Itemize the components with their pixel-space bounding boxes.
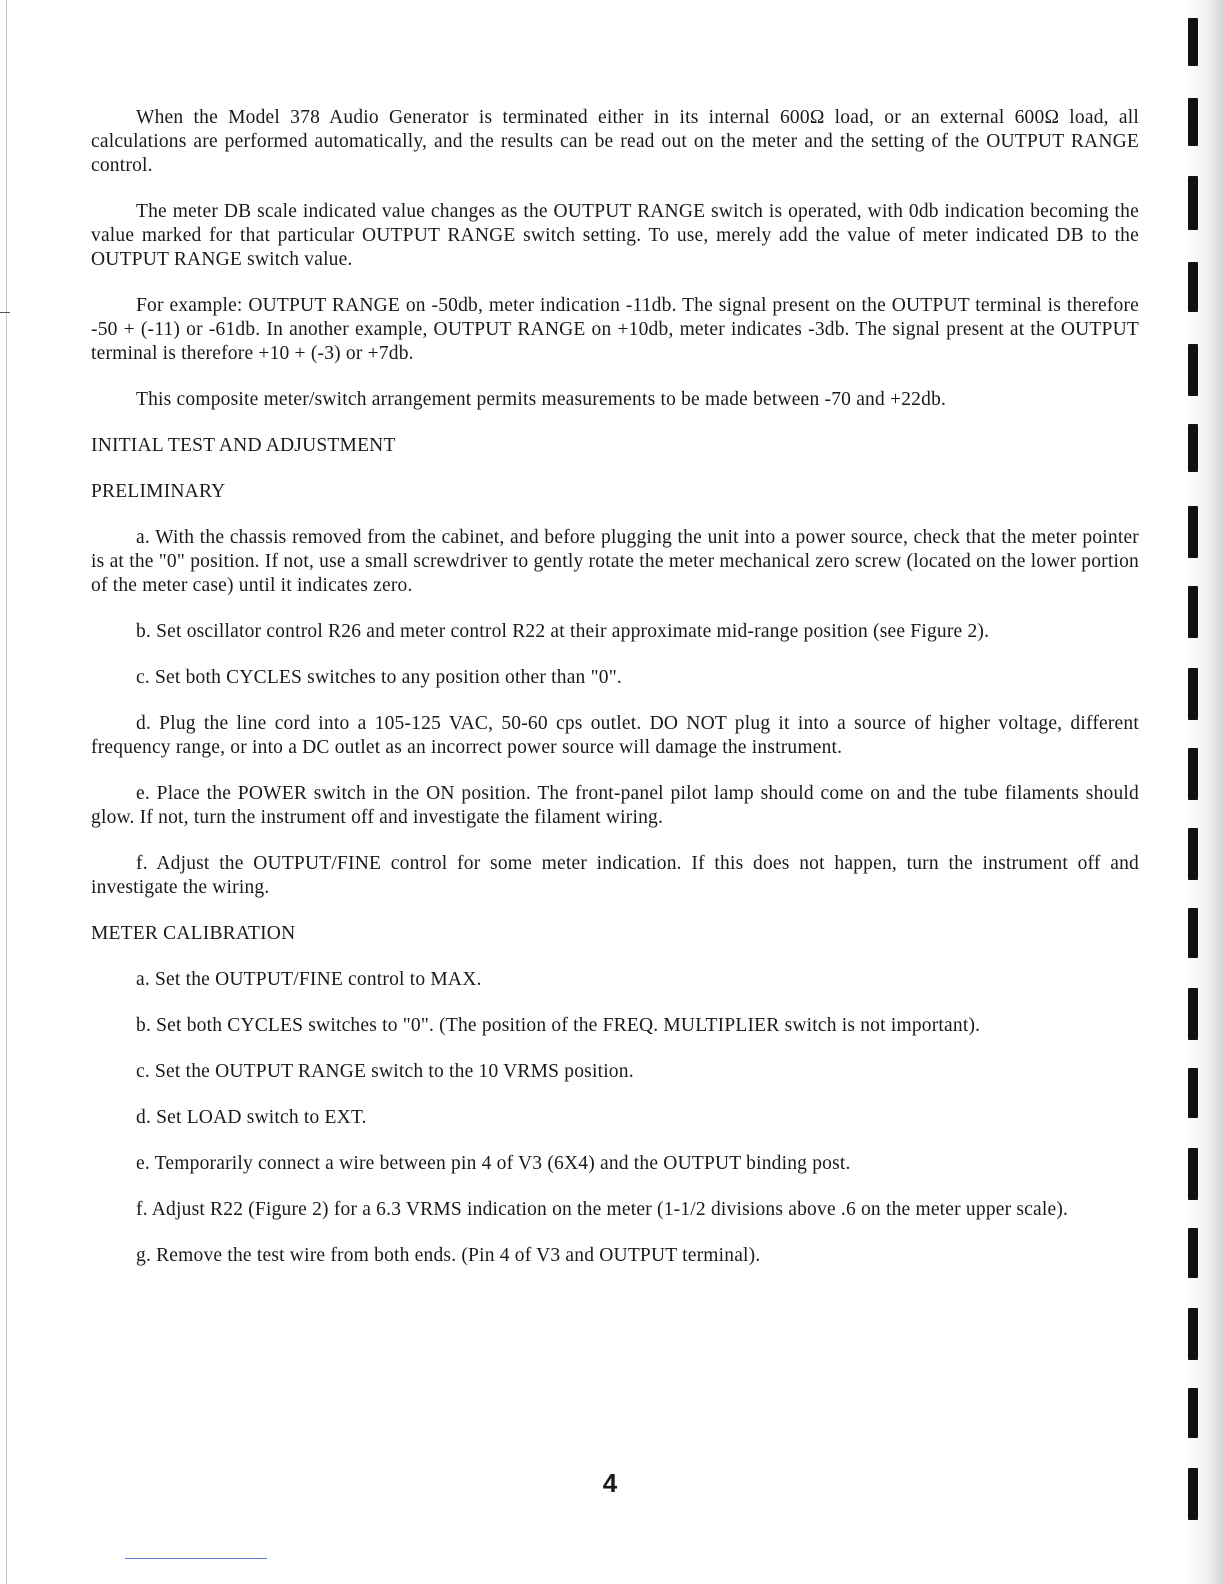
binder-mark [1188,1228,1198,1278]
calibration-step-a: a. Set the OUTPUT/FINE control to MAX. [136,969,482,990]
paragraph-db-scale: The meter DB scale indicated value changes as the OUTPUT RANGE switch is operated, with 0db indication becoming the value marked for that particular OUTPUT RANGE switch setting. To use, merely add the value of meter indicated DB to the OUTPUT RANGE switch value. [91,201,1139,270]
binder-mark [1188,1148,1198,1200]
calibration-step-d: d. Set LOAD switch to EXT. [136,1107,367,1128]
paragraph-termination: When the Model 378 Audio Generator is terminated either in its internal 600Ω load, or an external 600Ω load, all calculations are performed automatically, and the results can be read out on the meter and the setting of the OUTPUT RANGE control. [91,107,1139,176]
calibration-step-e: e. Temporarily connect a wire between pin 4 of V3 (6X4) and the OUTPUT binding post. [136,1153,851,1174]
paragraph-example: For example: OUTPUT RANGE on -50db, meter indication -11db. The signal present on the OUTPUT terminal is therefore -50 + (-11) or -61db. In another example, OUTPUT RANGE on +10db, meter indicates -3db. The signal present at the OUTPUT terminal is therefore +10 + (-3) or +7db. [91,295,1139,364]
binder-mark [1188,988,1198,1040]
binder-mark [1188,668,1198,720]
binder-mark [1188,424,1198,472]
binder-mark [1188,1468,1198,1520]
paragraph-range: This composite meter/switch arrangement permits measurements to be made between -70 and +22db. [136,389,947,410]
binder-mark [1188,748,1198,800]
page-number: 4 [602,1468,618,1498]
calibration-step-b: b. Set both CYCLES switches to "0". (The position of the FREQ. MULTIPLIER switch is not important). [136,1015,981,1036]
binder-mark [1188,1308,1198,1360]
binder-mark [1188,828,1198,880]
preliminary-step-e: e. Place the POWER switch in the ON position. The front-panel pilot lamp should come on and the tube filaments should glow. If not, turn the instrument off and investigate the filament wiring. [91,783,1139,828]
section-heading-preliminary: PRELIMINARY [91,481,226,502]
preliminary-step-b: b. Set oscillator control R26 and meter control R22 at their approximate mid-range position (see Figure 2). [136,621,990,642]
binder-mark [1188,1068,1198,1118]
binder-mark [1188,1388,1198,1438]
left-margin-tick [0,312,10,313]
calibration-step-g: g. Remove the test wire from both ends. (Pin 4 of V3 and OUTPUT terminal). [136,1245,761,1266]
calibration-step-f: f. Adjust R22 (Figure 2) for a 6.3 VRMS indication on the meter (1-1/2 divisions above .6 on the meter upper scale). [136,1199,1069,1220]
preliminary-step-a: a. With the chassis removed from the cabinet, and before plugging the unit into a power source, check that the meter pointer is at the "0" position. If not, use a small screwdriver to gently rotate the meter mechanical zero screw (located on the lower portion of the meter case) until it indicates zero. [91,527,1139,596]
preliminary-step-c: c. Set both CYCLES switches to any position other than "0". [136,667,622,688]
calibration-step-c: c. Set the OUTPUT RANGE switch to the 10 VRMS position. [136,1061,634,1082]
binder-mark [1188,176,1198,230]
left-page-edge [6,0,7,1584]
section-heading-initial-test: INITIAL TEST AND ADJUSTMENT [91,435,396,456]
binder-mark [1188,586,1198,638]
preliminary-step-f: f. Adjust the OUTPUT/FINE control for some meter indication. If this does not happen, turn the instrument off and investigate the wiring. [91,853,1139,898]
document-body [91,106,1139,1290]
binder-mark [1188,18,1198,66]
binder-mark [1188,344,1198,396]
preliminary-step-d: d. Plug the line cord into a 105-125 VAC, 50-60 cps outlet. DO NOT plug it into a source of higher voltage, different frequency range, or into a DC outlet as an incorrect power source will damage the instrument. [91,713,1139,758]
section-heading-meter-calibration: METER CALIBRATION [91,923,296,944]
binder-mark [1188,262,1198,312]
binder-mark [1188,98,1198,146]
binder-mark [1188,506,1198,558]
bottom-edge-line [125,1558,267,1559]
binder-mark [1188,908,1198,958]
